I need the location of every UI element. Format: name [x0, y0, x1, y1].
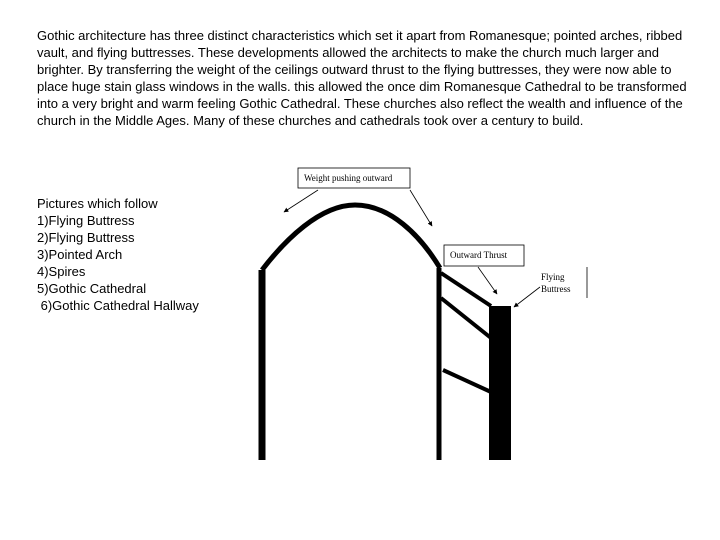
picture-item-3: 3)Pointed Arch — [37, 247, 123, 262]
thrust-label: Outward Thrust — [450, 250, 508, 260]
flying-arm-2 — [441, 298, 491, 338]
buttress-label-line1: Flying — [541, 272, 565, 282]
church-roof-arch — [262, 205, 440, 270]
buttress-label-line2: Buttress — [541, 284, 571, 294]
flying-arm-3 — [443, 370, 491, 392]
weight-label: Weight pushing outward — [304, 173, 393, 183]
picture-item-1: 1)Flying Buttress — [37, 213, 135, 228]
picture-item-6: 6)Gothic Cathedral Hallway — [37, 298, 199, 313]
intro-paragraph: Gothic architecture has three distinct characteristics which set it apart from Romanesque; pointed arches, ribbed vault, and flying buttresses. These developments allowed the architects to make the church much larger and brighter. By transferring the weight of the ceilings outward thrust to the flying buttresses, they were now able to place huge stain glass windows in the walls. this allowed the once dim Romanesque Cathedral to be transformed into a very bright and warm feeling Gothic Cathedral. These churches also reflect the wealth and influence of the church in the Middle Ages. Many of these churches and cathedrals took over a century to build. — [37, 28, 687, 128]
picture-item-2: 2)Flying Buttress — [37, 230, 135, 245]
thrust-arrow — [478, 267, 497, 294]
buttress-arrow — [514, 287, 540, 307]
buttress-pier — [489, 306, 511, 460]
weight-arrow-right — [410, 190, 432, 226]
flying-arm-1 — [441, 273, 491, 306]
weight-arrow-left — [284, 190, 318, 212]
pictures-heading: Pictures which follow — [37, 196, 158, 211]
picture-item-4: 4)Spires — [37, 264, 86, 279]
picture-item-5: 5)Gothic Cathedral — [37, 281, 147, 296]
